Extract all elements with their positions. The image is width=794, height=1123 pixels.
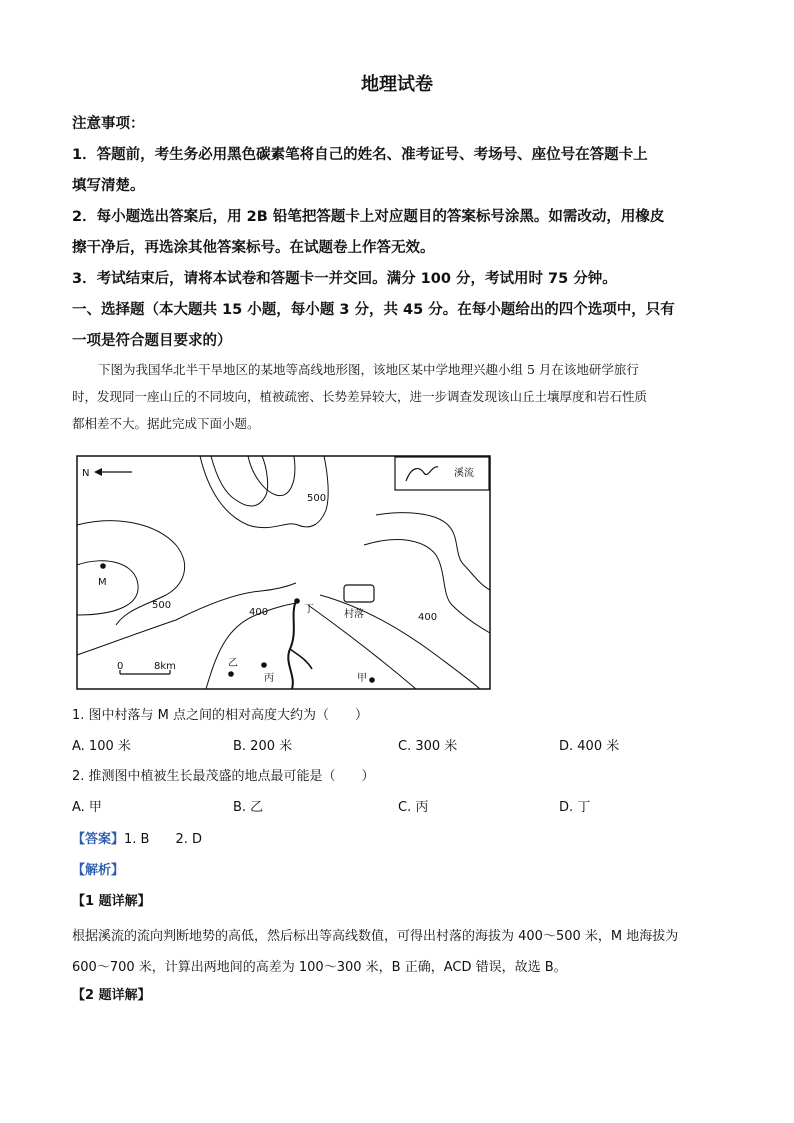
point-ding-marker xyxy=(294,598,300,604)
notice-item-2-line-1: 2．每小题选出答案后，用 2B 铅笔把答题卡上对应题目的答案标号涂黑。如需改动，用橡皮 xyxy=(72,209,665,225)
option-c[interactable]: C. 300 米 xyxy=(398,739,458,754)
answer-value: 1. B 2. D xyxy=(124,832,203,847)
contour-label-500-top: 500 xyxy=(307,493,327,504)
option-a[interactable]: A. 100 米 xyxy=(72,739,131,754)
contour-map xyxy=(76,455,492,691)
contour-label-500-left: 500 xyxy=(152,600,172,611)
detail-1-line-1: 根据溪流的流向判断地势的高低，然后标出等高线数值，可得出村落的海拔为 400～500 米，M 地海拔为 xyxy=(72,929,679,944)
point-jia-label: 甲 xyxy=(357,673,367,684)
intro-line-1: 下图为我国华北半干旱地区的某地等高线地形图，该地区某中学地理兴趣小组 5 月在该地研学旅行 xyxy=(98,362,639,377)
detail-2-heading: 【2 题详解】 xyxy=(72,988,151,1003)
point-m-label: M xyxy=(98,577,107,588)
question-1-text: 1. 图中村落与 M 点之间的相对高度大约为（ ） xyxy=(72,708,369,723)
detail-1-body xyxy=(72,921,678,983)
intro-line-3: 都相差不大。据此完成下面小题。 xyxy=(72,416,260,431)
option-a[interactable]: A. 甲 xyxy=(72,800,102,815)
point-ding-label: 丁 xyxy=(304,604,314,615)
map-frame xyxy=(77,456,490,689)
point-yi-label: 乙 xyxy=(228,658,238,669)
notice-item-1-line-2: 填写清楚。 xyxy=(72,178,145,194)
village-symbol xyxy=(344,585,374,602)
option-b[interactable]: B. 乙 xyxy=(233,800,264,815)
point-jia-marker xyxy=(369,677,375,683)
point-m-marker xyxy=(100,563,106,569)
detail-1-line-2: 600～700 米，计算出两地间的高差为 100～300 米，B 正确，ACD 错误，故选 B。 xyxy=(72,960,567,975)
notice-item-1-line-1: 1．答题前，考生务必用黑色碳素笔将自己的姓名、准考证号、考场号、座位号在答题卡上 xyxy=(72,147,648,163)
scale-km: 8km xyxy=(154,661,176,672)
option-d[interactable]: D. 丁 xyxy=(559,800,591,815)
question-2-text: 2. 推测图中植被生长最茂盛的地点最可能是（ ） xyxy=(72,769,375,784)
notice-heading: 注意事项： xyxy=(72,116,145,132)
notice-item-3: 3．考试结束后，请将本试卷和答题卡一并交回。满分 100 分，考试用时 75 分钟。 xyxy=(72,271,617,287)
intro-line-2: 时，发现同一座山丘的不同坡向，植被疏密、长势差异较大，进一步调查发现该山丘土壤厚度和岩石性质 xyxy=(72,389,648,404)
answer-line xyxy=(72,828,202,847)
contour-label-400-right: 400 xyxy=(418,612,438,623)
point-bing-label: 丙 xyxy=(264,673,274,684)
scale-zero: 0 xyxy=(117,661,124,672)
option-b[interactable]: B. 200 米 xyxy=(233,739,293,754)
village-label: 村落 xyxy=(344,609,364,620)
notice-item-2-line-2: 擦干净后，再选涂其他答案标号。在试题卷上作答无效。 xyxy=(72,240,435,256)
option-c[interactable]: C. 丙 xyxy=(398,800,429,815)
section-heading-line-1: 一、选择题（本大题共 15 小题，每小题 3 分，共 45 分。在每小题给出的四个选项中，只有 xyxy=(72,302,675,318)
option-d[interactable]: D. 400 米 xyxy=(559,739,620,754)
point-yi-marker xyxy=(228,671,234,677)
north-label: N xyxy=(82,468,90,479)
analysis-tag: 【解析】 xyxy=(72,863,125,878)
contour-label-400-mid: 400 xyxy=(249,607,269,618)
answer-tag: 【答案】 xyxy=(72,832,125,847)
exam-title: 地理试卷 xyxy=(361,74,433,95)
point-bing-marker xyxy=(261,662,267,668)
detail-1-heading: 【1 题详解】 xyxy=(72,894,151,909)
question-intro xyxy=(72,356,722,437)
section-heading-line-2: 一项是符合题目要求的） xyxy=(72,333,232,349)
legend-label: 溪流 xyxy=(454,468,474,479)
